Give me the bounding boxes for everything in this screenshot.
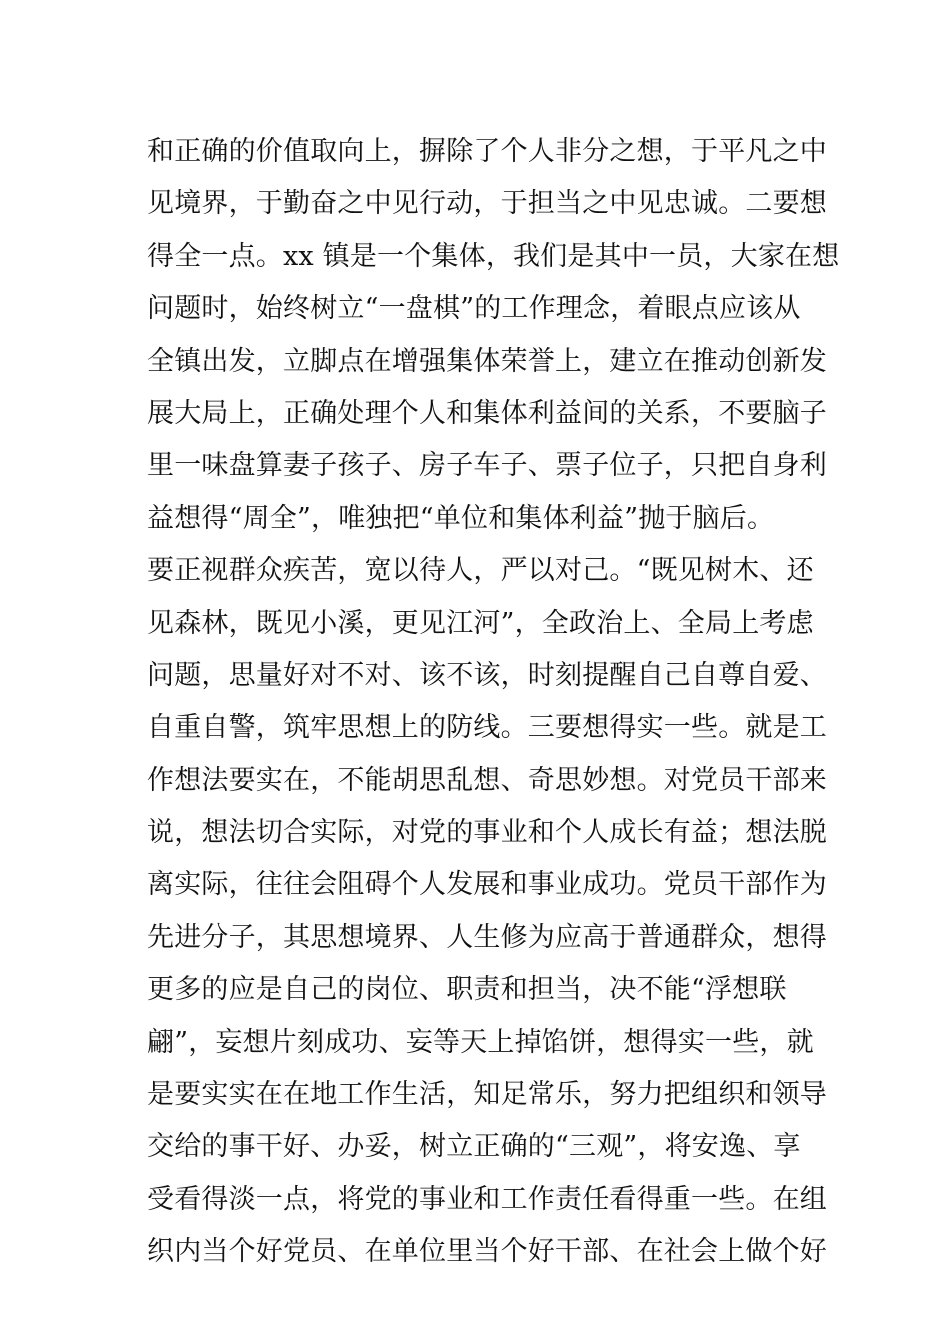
text-line-5: 全镇出发，立脚点在增强集体荣誉上，建立在推动创新发 (147, 345, 827, 377)
text-line-2: 见境界，于勤奋之中见行动，于担当之中见忠诚。二要想 (147, 188, 827, 220)
text-line-9: 要正视群众疾苦，宽以待人，严以对己。“既见树木、还 (147, 555, 814, 587)
text-line-4: 问题时，始终树立“一盘棋”的工作理念，着眼点应该从 (147, 293, 801, 325)
text-line-6: 展大局上，正确处理个人和集体利益间的关系，不要脑子 (147, 397, 827, 429)
text-line-22: 织内当个好党员、在单位里当个好干部、在社会上做个好 (147, 1236, 827, 1268)
text-line-1: 和正确的价值取向上，摒除了个人非分之想，于平凡之中 (147, 136, 827, 167)
text-line-17: 更多的应是自己的岗位、职责和担当，决不能“浮想联 (147, 974, 787, 1006)
text-line-12: 自重自警，筑牢思想上的防线。三要想得实一些。就是工 (147, 712, 827, 744)
text-line-20: 交给的事干好、办妥，树立正确的“三观”，将安逸、享 (147, 1131, 801, 1163)
text-line-7: 里一味盘算妻子孩子、房子车子、票子位子，只把自身利 (147, 450, 827, 482)
text-line-16: 先进分子，其思想境界、人生修为应高于普通群众，想得 (147, 921, 827, 953)
text-line-19: 是要实实在在地工作生活，知足常乐，努力把组织和领导 (147, 1079, 827, 1111)
text-line-18: 翩”，妄想片刻成功、妄等天上掉馅饼，想得实一些，就 (147, 1026, 814, 1058)
text-line-21: 受看得淡一点，将党的事业和工作责任看得重一些。在组 (147, 1183, 827, 1215)
text-line-14: 说，想法切合实际，对党的事业和个人成长有益；想法脱 (147, 817, 827, 849)
text-line-13: 作想法要实在，不能胡思乱想、奇思妙想。对党员干部来 (147, 764, 827, 796)
text-line-10: 见森林，既见小溪，更见江河”，全政治上、全局上考虑 (147, 607, 814, 639)
text-line-15: 离实际，往往会阻碍个人发展和事业成功。党员干部作为 (147, 869, 827, 901)
text-line-3: 得全一点。xx 镇是一个集体，我们是其中一员，大家在想 (147, 240, 840, 272)
text-line-11: 问题，思量好对不对、该不该，时刻提醒自己自尊自爱、 (147, 659, 827, 691)
body-text (147, 126, 840, 1279)
text-line-8: 益想得“周全”，唯独把“单位和集体利益”抛于脑后。 (147, 502, 775, 534)
